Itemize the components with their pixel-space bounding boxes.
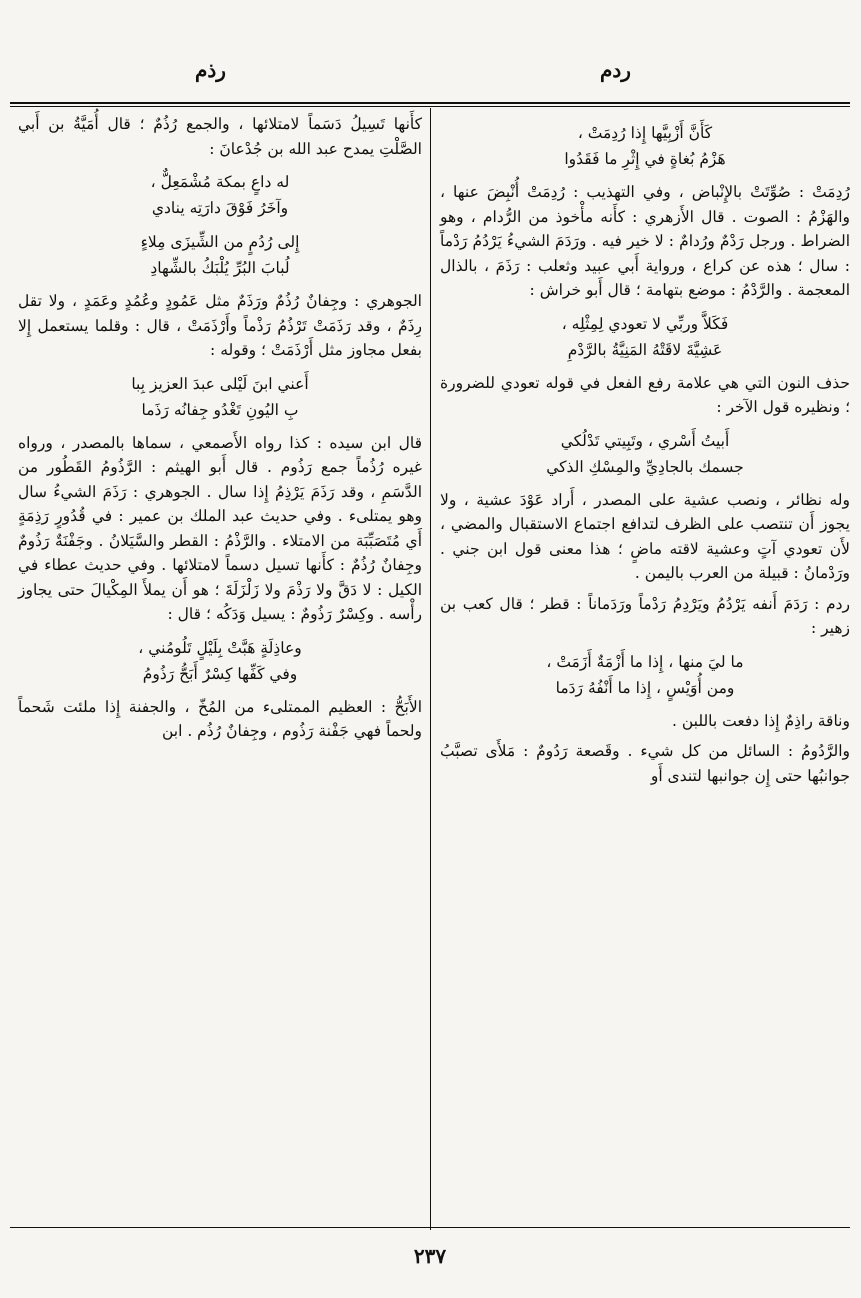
verse-line: أَبيتُ أَسْري ، وتَبِيتي تَدْلُكي	[560, 431, 730, 450]
entry-paragraph: ردم : رَدَمَ أَنفه يَرْدُمُ ويَرْدِمُ رَدْماً ورَدَماناً : قطر ؛ قال كعب بن زهير :	[440, 594, 850, 637]
header-rule	[10, 102, 850, 104]
verse-line: هَزْمُ بُغاةٍ في إِثْرِ ما فَقَدُوا	[564, 150, 726, 168]
verse	[18, 371, 422, 423]
verse-line: ومن أُوَيْسٍ ، إِذا ما أَنْفُهُ رَدَما	[555, 678, 735, 697]
verse-line: وفي كَفِّها كِسْرٌ أَبَحُّ رَذُومُ	[142, 664, 298, 683]
verse-line: كَأَنَّ أَزْبِيَّها إِذا رُدِمَتْ ،	[577, 124, 713, 142]
verse	[18, 635, 422, 687]
verse-line: إِلى رُدُمٍ من الشِّيزَى مِلاءٍ	[140, 233, 300, 251]
header-entry-right: ردم	[600, 58, 631, 82]
left-column	[18, 112, 422, 750]
page-number: ٢٣٧	[413, 1244, 447, 1268]
paragraph: وله نظائر ، ونصب عشية على المصدر ، أَراد عَوْدَ عشية ، ولا يجوز أَن تنتصب على الظرف لتدافع اجتماع الاستقبال والمضي ، لأَن تعودي آتٍ وعشية لاقته ماضٍ ؛ هذا معنى قول ابن جني . ورَدْمانُ : قبيلة من العرب باليمن .	[440, 490, 850, 582]
paragraph: وناقة راذِمٌ إِذا دفعت باللبن .	[672, 711, 850, 730]
paragraph: رُدِمَتْ : صُوِّتَتْ بالإِنْباض ، وفي التهذيب : رُدِمَتْ أُنْبِضَ عنها ، والهَزْمُ : الصوت . قال الأَزهري : كأَنه مأْخوذ من الرُّدام ، وهو الضراط . ورجل رَدْمٌ ورُدامٌ : لا خير فيه . ورَدَمَ الشيءُ يَرْدُمُ رَدْماً : سال ؛ هذه عن كراع ، ورواية أَبي عبيد وثعلب : رَذَمَ ، بالذال المعجمة . والرَّدْمُ : موضع بتهامة ؛ قال أَبو خراش :	[440, 183, 850, 299]
header-entry-left: رذم	[195, 58, 226, 82]
verse-line: وآخَرُ فَوْقَ دارَتِه ينادي	[151, 199, 289, 217]
verse	[440, 649, 850, 701]
paragraph: الجوهري : وجِفانٌ رُذُمٌ ورَذَمٌ مثل عَمُودٍ وعُمُدٍ وعَمَدٍ ، ولا تقل رِذَمٌ ، وقد رَذَمَتْ تَرْذُمُ رَذْماً وأَرْذَمَتْ ، قال : وقلما يستعمل إِلا بفعل مجاوز مثل أَرْذَمَتْ ؛ وقوله :	[18, 292, 422, 359]
paragraph: الأَبَحُّ : العظيم الممتلىء من المُخّ ، والجفنة إِذا ملئت شَحماً ولحماً فهي جَفْنة رَذُوم ، وجِفانٌ رُذُم . ابن	[18, 697, 422, 740]
right-column	[440, 112, 850, 794]
verse-line: أَعني ابنَ لَيْلى عبدَ العزيز بِبا	[131, 374, 309, 393]
verse-line: ما ليَ منها ، إِذا ما أَزْمَةٌ أَزَمَتْ ،	[546, 652, 744, 671]
verse-line: لُبابَ البُرِّ يُلْبَكُ بالشِّهادِ	[150, 259, 290, 277]
paragraph: كأَنها تَسِيلُ دَسَماً لامتلائها ، والجمع رُذُمٌ ؛ قال أُمَيَّةُ بن أَبي الصَّلْتِ يمدح عبد الله بن جُدْعانَ :	[18, 115, 422, 158]
verse-line: بِ اليُونِ تَغْدُو جِفانُه رَذَما	[141, 400, 299, 419]
footer-rule	[10, 1227, 850, 1228]
verse	[440, 311, 850, 363]
verse-line: عَشِيَّةَ لاقَتْهُ المَنِيَّةُ بالرَّدْمِ	[567, 340, 723, 359]
header-rule-thin	[10, 106, 850, 107]
column-divider	[430, 108, 431, 1230]
verse-line: وعاذِلَةٍ هَبَّتْ بِلَيْلٍ تَلُومُني ،	[138, 638, 302, 657]
verse	[18, 169, 422, 221]
paragraph: حذف النون التي هي علامة رفع الفعل في قوله تعودي للضرورة ؛ ونظيره قول الآخر :	[440, 373, 850, 416]
verse-line: فَكَلاَّ وربِّي لا تعودي لِمِثْلِه ،	[561, 314, 729, 333]
paragraph: والرَّدُومُ : السائل من كل شيء . وقَصعة رَدُومٌ : مَلأَى تصبَّبُ جوانبُها حتى إِن جوانبها لتندى أَو	[440, 742, 850, 785]
verse	[440, 120, 850, 172]
verse	[18, 229, 422, 281]
verse-line: جسمك بالجادِيِّ والمِسْكِ الذكي	[546, 457, 744, 476]
verse-line: له داعٍ بمكة مُشْمَعِلٌّ ،	[150, 173, 290, 191]
verse	[440, 428, 850, 480]
paragraph: قال ابن سيده : كذا رواه الأَصمعي ، سماها بالمصدر ، ورواه غيره رُذُماً جمع رَذُوم . قال أَبو الهيثم : الرَّذُومُ القَطُور من الدَّسَمِ ، وقد رَذَمَ يَرْذِمُ إِذا سال . الجوهري : رَذَمَ الشيءُ سال وهو يمتلىء . وفي حديث عبد الملك بن عمير : في قُدُورٍ رَذِمَةٍ أَي مُتَصَبِّبَة من الامتلاء . والرَّذْمُ : القطر والسَّيَلانُ . وجَفْنَةٌ رَذُومٌ وجِفانٌ رُذُمٌ : كأَنها تسيل دسماً لامتلائها . وفي حديث عطاء في الكيل : لا دَقَّ ولا رَذْمَ ولا زَلْزَلَةَ ؛ هو أَن يملأَ المِكْيالَ حتى يجاوز رأْسه . وكِسْرٌ رَذُومٌ : يسيل وَدَكُه ؛ قال :	[18, 433, 422, 623]
